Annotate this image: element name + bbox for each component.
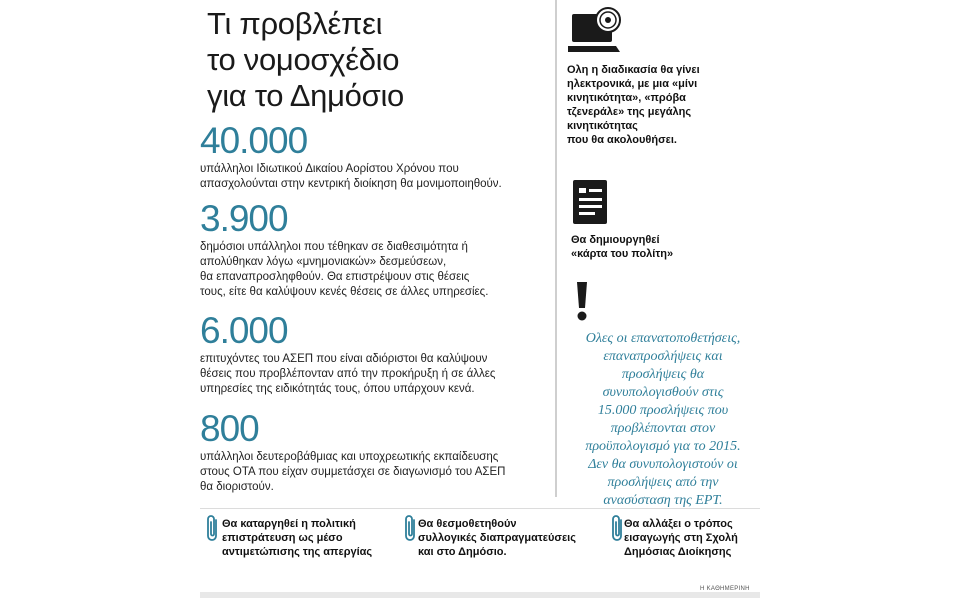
stat-block	[200, 312, 495, 397]
brand-credit: Η ΚΑΘΗΜΕΡΙΝΗ	[700, 586, 750, 592]
stat-number: 800	[200, 408, 259, 449]
card-note	[571, 233, 769, 261]
stat-block	[200, 200, 488, 300]
laptop-note-text: Ολη η διαδικασία θα γίνει ηλεκτρονικά, με μια «μίνι κινητικότητα», «πρόβα τζενεράλε» της μεγάλης κινητικότητας που θα ακολουθήσει.	[567, 64, 700, 146]
footer-bar	[200, 592, 760, 598]
exclamation-icon	[574, 282, 590, 327]
note-item	[624, 517, 738, 559]
column-divider	[555, 0, 557, 497]
paperclip-icon	[403, 514, 419, 549]
infographic-title: Τι προβλέπει το νομοσχέδιο για το Δημόσιο	[207, 6, 404, 113]
allocation-note: Ολες οι επανατοποθετήσεις, επαναπροσλήψεις και προσλήψεις θα συνυπολογισθούν στις 15.000 προσλήψεις που προβλέπονται στον προϋπολογισμό για το 2015. Δεν θα συνυπολογιστούν οι προσλήψεις από την ανασύσταση της ΕΡΤ.	[585, 331, 741, 508]
stat-number: 6.000	[200, 310, 288, 351]
document-icon	[571, 178, 611, 231]
note-text: Θα θεσμοθετηθούν συλλογικές διαπραγματεύσεις και στο Δημόσιο.	[418, 518, 576, 558]
stat-description: επιτυχόντες του ΑΣΕΠ που είναι αδιόριστοι θα καλύψουν θέσεις που προβλέπονταν από την προκήρυξη ή σε άλλες υπηρεσίες της ειδικότητάς τους, όπου υπάρχουν κενά.	[200, 353, 496, 395]
section-divider	[200, 508, 760, 509]
stat-description: υπάλληλοι Ιδιωτικού Δικαίου Αορίστου Χρόνου που απασχολούνται στην κεντρική διοίκηση θα μονιμοποιηθούν.	[200, 163, 502, 190]
stat-description: δημόσιοι υπάλληλοι που τέθηκαν σε διαθεσιμότητα ή απολύθηκαν λόγω «μνημονιακών» δεσμεύσεων, θα επαναπροσληφθούν. Θα επιστρέψουν στις θέσεις τους, είτε θα καλύψουν κενές θέσεις σε άλλες υπηρεσίες.	[200, 241, 489, 298]
stat-number: 3.900	[200, 198, 288, 239]
stat-block	[200, 122, 502, 192]
card-note-text: Θα δημιουργηθεί «κάρτα του πολίτη»	[571, 234, 674, 260]
stat-block	[200, 410, 505, 495]
laptop-note	[567, 63, 765, 147]
laptop-cd-icon	[568, 6, 624, 65]
note-item	[222, 517, 372, 559]
note-text: Θα αλλάξει ο τρόπος εισαγωγής στη Σχολή Δημόσιας Διοίκησης	[624, 518, 738, 558]
note-text: Θα καταργηθεί η πολιτική επιστράτευση ως μέσο αντιμετώπισης της απεργίας	[222, 518, 373, 558]
paperclip-icon	[205, 514, 221, 549]
stat-description: υπάλληλοι δευτεροβάθμιας και υποχρεωτικής εκπαίδευσης στους ΟΤΑ που είχαν συμμετάσχει σε διαγωνισμό του ΑΣΕΠ θα διοριστούν.	[200, 451, 506, 493]
stat-number: 40.000	[200, 120, 308, 161]
note-item	[418, 517, 576, 559]
